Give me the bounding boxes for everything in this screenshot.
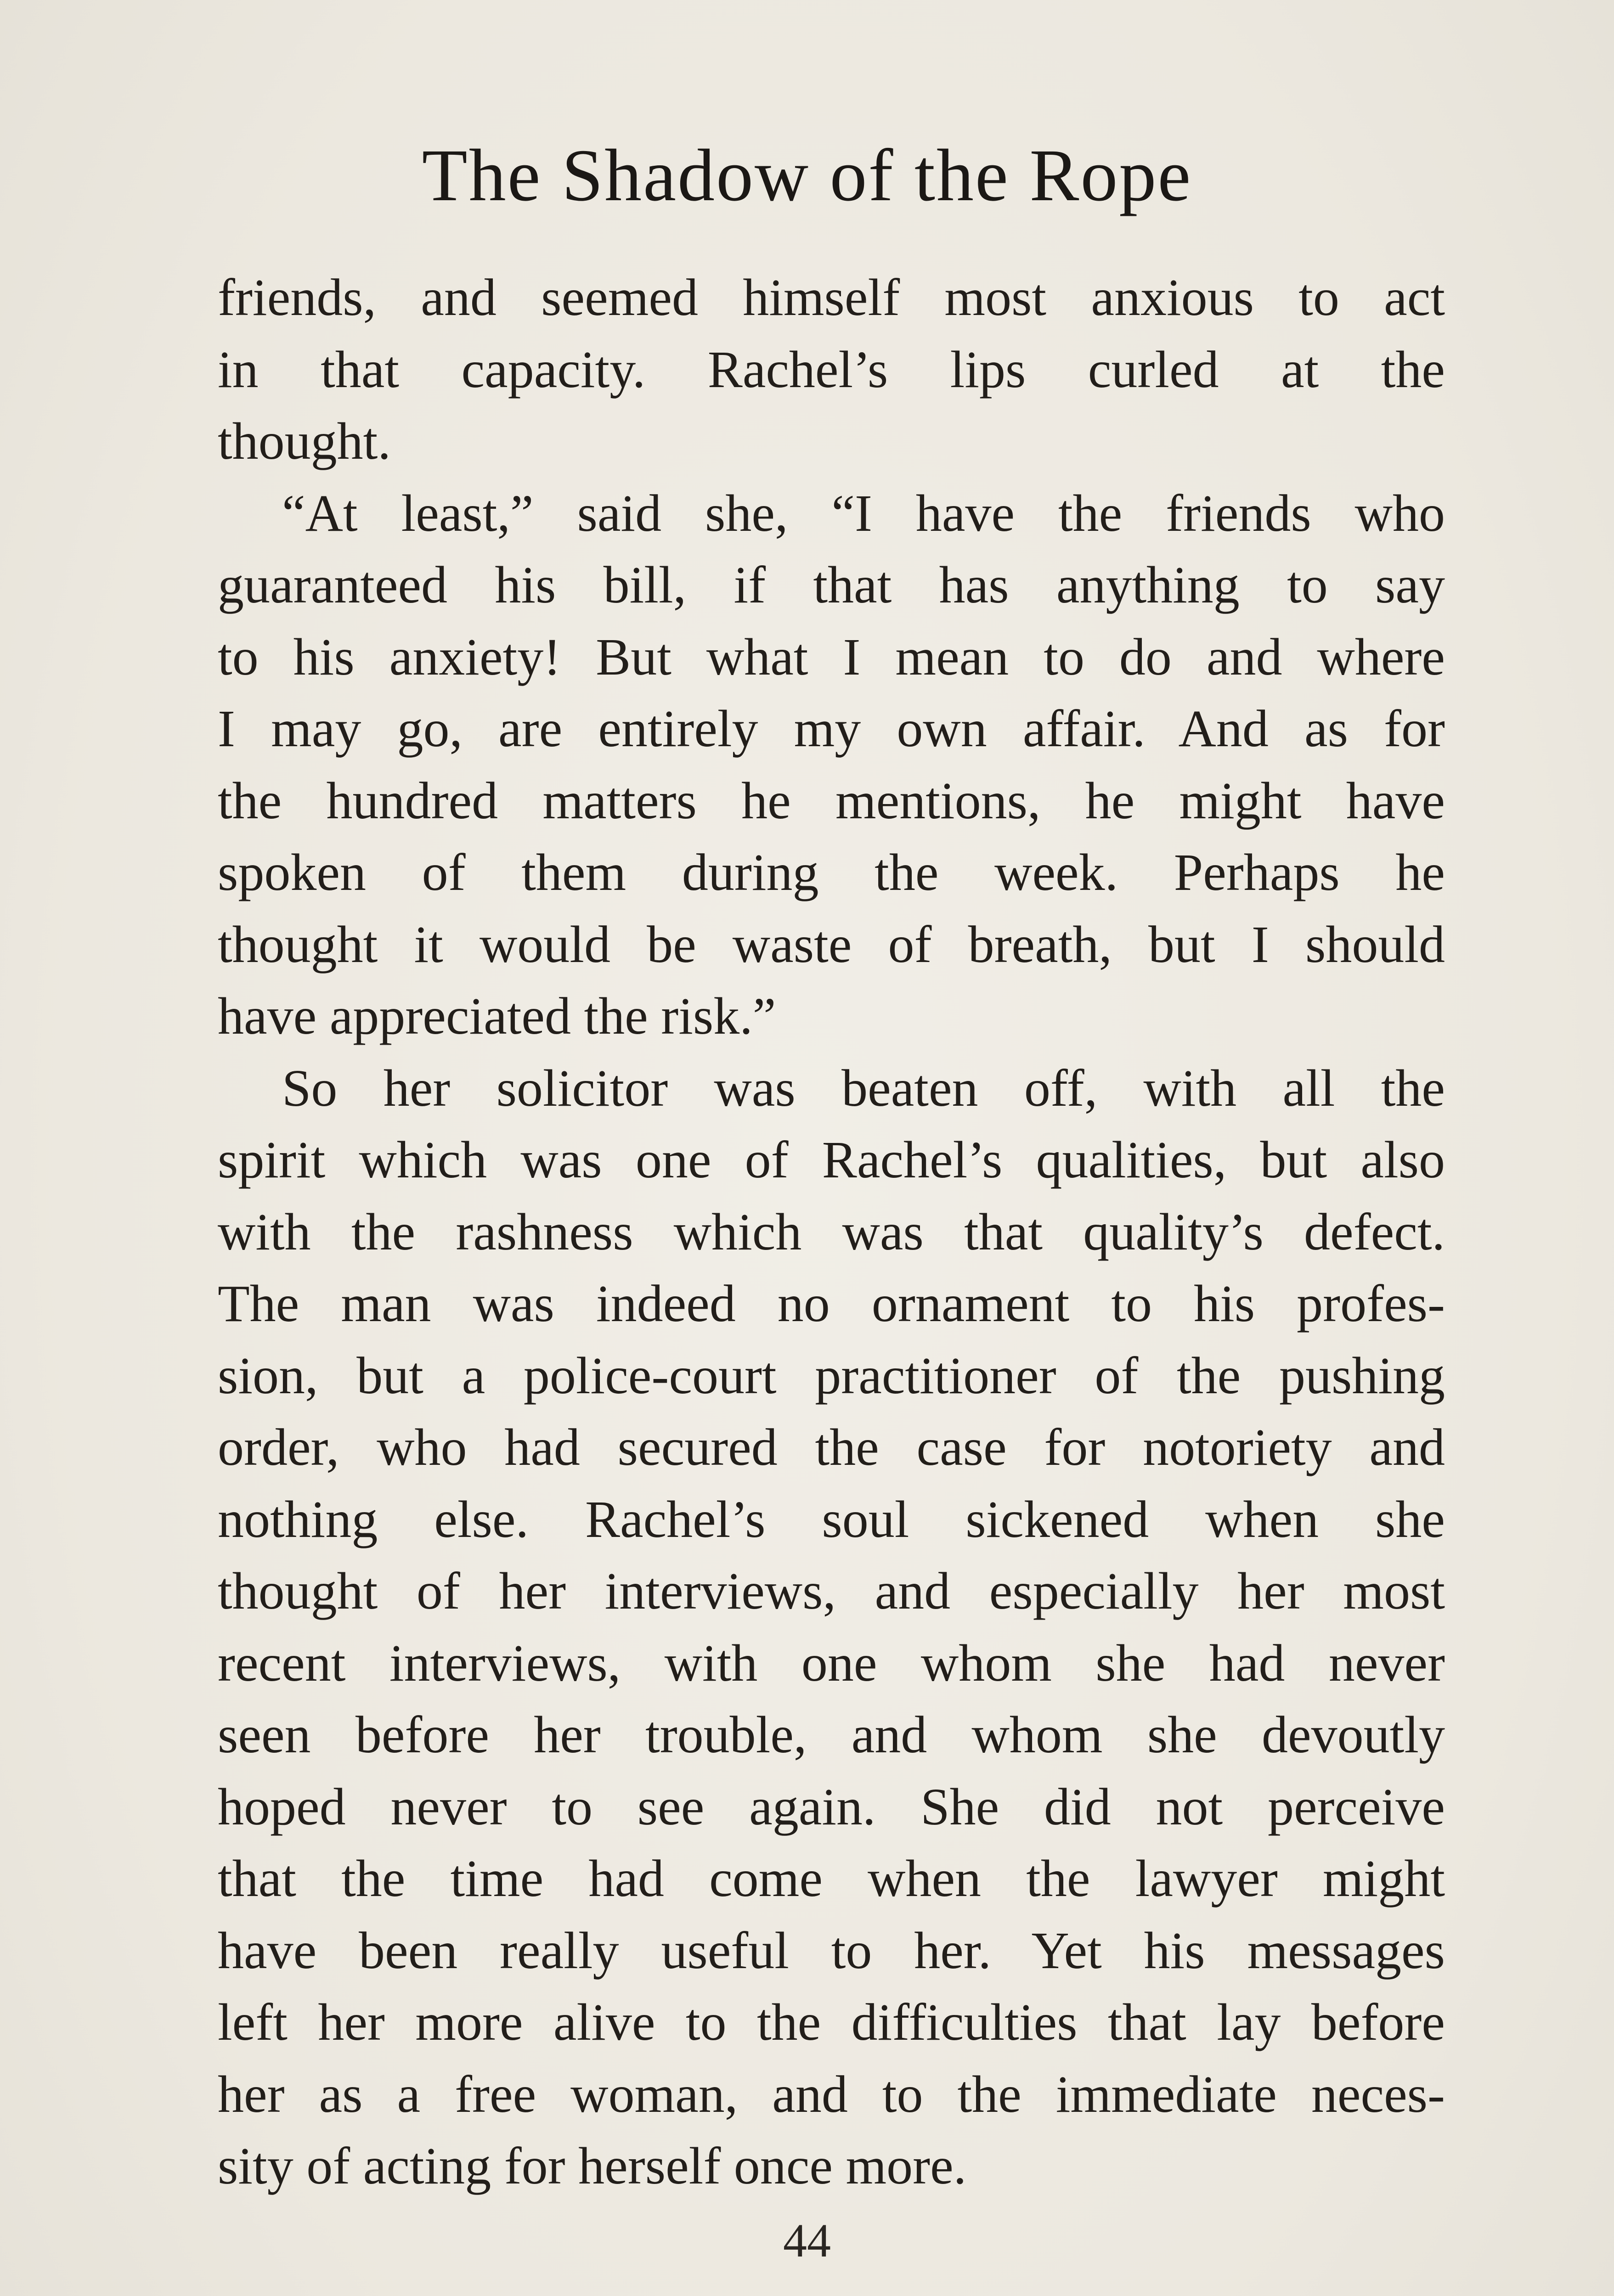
text-line: have been really useful to her. Yet his messages — [218, 1921, 1445, 1980]
text-line: thought it would be waste of breath, but I should — [218, 915, 1445, 974]
text-line: seen before her trouble, and whom she devoutly — [218, 1705, 1445, 1764]
text-line: hoped never to see again. She did not perceive — [218, 1777, 1445, 1836]
body-text — [218, 262, 1445, 2202]
text-line: left her more alive to the difficulties that lay before — [218, 1993, 1445, 2051]
text-line: The man was indeed no ornament to his profes- — [218, 1274, 1445, 1333]
text-line: that the time had come when the lawyer might — [218, 1849, 1445, 1908]
text-line: thought of her interviews, and especially her most — [218, 1562, 1445, 1620]
text-line: thought. — [218, 412, 391, 470]
page-number: 44 — [783, 2214, 831, 2267]
text-line: the hundred matters he mentions, he might have — [218, 771, 1445, 830]
text-line: nothing else. Rachel’s soul sickened when she — [218, 1490, 1445, 1548]
text-line: sity of acting for herself once more. — [218, 2137, 967, 2195]
text-line: in that capacity. Rachel’s lips curled at the — [218, 340, 1445, 399]
text-line: order, who had secured the case for notoriety and — [218, 1418, 1445, 1476]
text-line: have appreciated the risk.” — [218, 987, 776, 1045]
text-line: So her solicitor was beaten off, with all the — [282, 1058, 1445, 1117]
running-head: The Shadow of the Rope — [422, 135, 1192, 217]
text-line: recent interviews, with one whom she had never — [218, 1633, 1445, 1692]
text-line: guaranteed his bill, if that has anything to say — [218, 556, 1445, 614]
text-line: sion, but a police-court practitioner of the pushing — [218, 1346, 1445, 1405]
text-line: spoken of them during the week. Perhaps he — [218, 843, 1445, 901]
text-line: I may go, are entirely my own affair. And as for — [218, 699, 1445, 758]
text-line: her as a free woman, and to the immediate neces- — [218, 2065, 1445, 2123]
text-line: friends, and seemed himself most anxious to act — [218, 268, 1445, 326]
text-line: to his anxiety! But what I mean to do and where — [218, 627, 1445, 686]
text-line: with the rashness which was that quality’s defect. — [218, 1202, 1445, 1261]
text-line: “At least,” said she, “I have the friends who — [282, 484, 1445, 542]
text-line: spirit which was one of Rachel’s qualities, but also — [218, 1131, 1445, 1189]
